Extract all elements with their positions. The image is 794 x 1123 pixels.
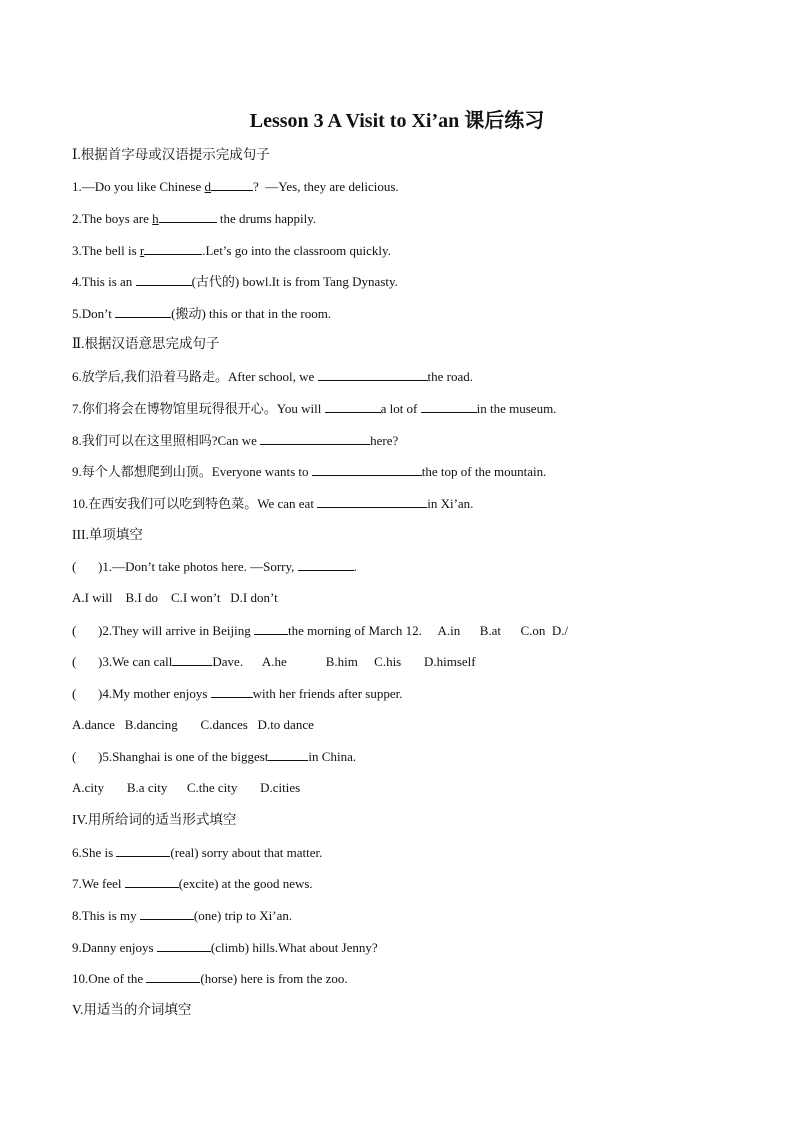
- q-text: 1.—Do you like Chinese: [72, 179, 205, 194]
- q-text: .: [353, 559, 357, 574]
- question-2-9: [72, 463, 546, 480]
- q-text: )3.We can call: [98, 654, 173, 669]
- answer-blank: [312, 463, 422, 476]
- answer-paren: (: [72, 559, 77, 574]
- q-text: 10.在西安我们可以吃到特色菜。We can eat: [72, 496, 318, 511]
- q-text: with her friends after supper.: [252, 686, 403, 701]
- answer-paren: (: [72, 654, 77, 669]
- answer-blank: [325, 400, 381, 413]
- question-3-1-options: A.I will B.I do C.I won’t D.I don’t: [72, 590, 278, 605]
- question-3-5: [72, 748, 356, 765]
- q-text: (搬动) this or that in the room.: [171, 306, 332, 321]
- question-2-10: [72, 495, 473, 512]
- hint-letter: r: [139, 243, 145, 258]
- q-text: )2.They will arrive in Beijing: [98, 623, 254, 638]
- q-text: (excite) at the good news.: [178, 876, 313, 891]
- answer-blank: [211, 685, 253, 698]
- q-text: 6.放学后,我们沿着马路走。After school, we: [72, 369, 318, 384]
- question-3-5-options: A.city B.a city C.the city D.cities: [72, 780, 301, 795]
- question-2-7: [72, 400, 556, 417]
- answer-paren: (: [72, 749, 77, 764]
- answer-blank: [421, 400, 477, 413]
- q-text: .Let’s go into the classroom quickly.: [202, 243, 391, 258]
- answer-paren: (: [72, 623, 77, 638]
- q-text: in China.: [308, 749, 357, 764]
- q-text: 7.你们将会在博物馆里玩得很开心。You will: [72, 401, 325, 416]
- q-text: 5.Don’t: [72, 306, 116, 321]
- section-1-heading: Ⅰ.根据首字母或汉语提示完成句子: [72, 147, 270, 162]
- question-4-10: [72, 970, 348, 987]
- q-text: (real) sorry about that matter.: [170, 845, 323, 860]
- answer-blank: [317, 495, 427, 508]
- page-title: Lesson 3 A Visit to Xi’an 课后练习: [249, 110, 545, 132]
- answer-blank: [254, 622, 288, 635]
- answer-blank: [268, 748, 308, 761]
- question-2-6: [72, 368, 473, 385]
- question-4-9: [72, 939, 378, 956]
- answer-blank: [136, 273, 192, 286]
- question-3-3: [72, 653, 476, 670]
- q-text: the top of the mountain.: [421, 464, 547, 479]
- question-3-4: [72, 685, 402, 702]
- question-1-5: [72, 305, 331, 322]
- q-text: 9.Danny enjoys: [72, 940, 157, 955]
- answer-blank: [211, 178, 253, 191]
- q-text: the drums happily.: [216, 211, 317, 226]
- q-text: 3.The bell is: [72, 243, 140, 258]
- answer-blank: [318, 368, 428, 381]
- question-3-1: [72, 558, 357, 575]
- question-3-4-options: A.dance B.dancing C.dances D.to dance: [72, 717, 314, 732]
- section-3-heading: III.单项填空: [72, 527, 143, 542]
- question-4-6: [72, 844, 322, 861]
- q-text: )4.My mother enjoys: [98, 686, 211, 701]
- hint-letter: h: [152, 211, 159, 226]
- answer-blank: [159, 210, 217, 223]
- section-5-heading: V.用适当的介词填空: [72, 1002, 192, 1017]
- answer-blank: [172, 653, 212, 666]
- q-text: in the museum.: [476, 401, 557, 416]
- q-text: 9.每个人都想爬到山顶。Everyone wants to: [72, 464, 312, 479]
- answer-blank: [144, 242, 202, 255]
- q-text: the road.: [427, 369, 474, 384]
- answer-blank: [260, 432, 370, 445]
- question-2-8: [72, 432, 398, 449]
- hint-letter: d: [204, 179, 212, 194]
- answer-paren: (: [72, 686, 77, 701]
- q-text: a lot of: [380, 401, 421, 416]
- q-text: (horse) here is from the zoo.: [200, 971, 348, 986]
- q-text: )5.Shanghai is one of the biggest: [98, 749, 269, 764]
- q-text: the morning of March 12. A.in B.at C.on D./: [287, 623, 569, 638]
- question-1-3: [72, 242, 391, 259]
- answer-blank: [125, 875, 179, 888]
- question-4-8: [72, 907, 292, 924]
- section-2-heading: Ⅱ.根据汉语意思完成句子: [72, 336, 220, 351]
- question-1-2: [72, 210, 316, 227]
- q-text: 4.This is an: [72, 274, 136, 289]
- q-text: here?: [370, 433, 399, 448]
- answer-blank: [298, 558, 354, 571]
- q-text: 8.我们可以在这里照相吗?Can we: [72, 433, 261, 448]
- q-text: 10.One of the: [72, 971, 147, 986]
- q-text: ? —Yes, they are delicious.: [253, 179, 399, 194]
- q-text: (one) trip to Xi’an.: [193, 908, 293, 923]
- question-1-1: [72, 178, 399, 195]
- question-4-7: [72, 875, 313, 892]
- section-4-heading: IV.用所给词的适当形式填空: [72, 812, 237, 827]
- answer-blank: [146, 970, 200, 983]
- question-3-2: [72, 622, 568, 639]
- answer-blank: [115, 305, 171, 318]
- q-text: 6.She is: [72, 845, 117, 860]
- q-text: 7.We feel: [72, 876, 125, 891]
- answer-blank: [157, 939, 211, 952]
- q-text: (古代的) bowl.It is from Tang Dynasty.: [191, 274, 398, 289]
- question-1-4: [72, 273, 398, 290]
- answer-blank: [116, 844, 170, 857]
- q-text: 2.The boys are: [72, 211, 153, 226]
- q-text: (climb) hills.What about Jenny?: [210, 940, 378, 955]
- answer-blank: [140, 907, 194, 920]
- q-text: 8.This is my: [72, 908, 140, 923]
- q-text: Dave. A.he B.him C.his D.himself: [212, 654, 476, 669]
- q-text: )1.—Don’t take photos here. —Sorry,: [98, 559, 298, 574]
- q-text: in Xi’an.: [427, 496, 474, 511]
